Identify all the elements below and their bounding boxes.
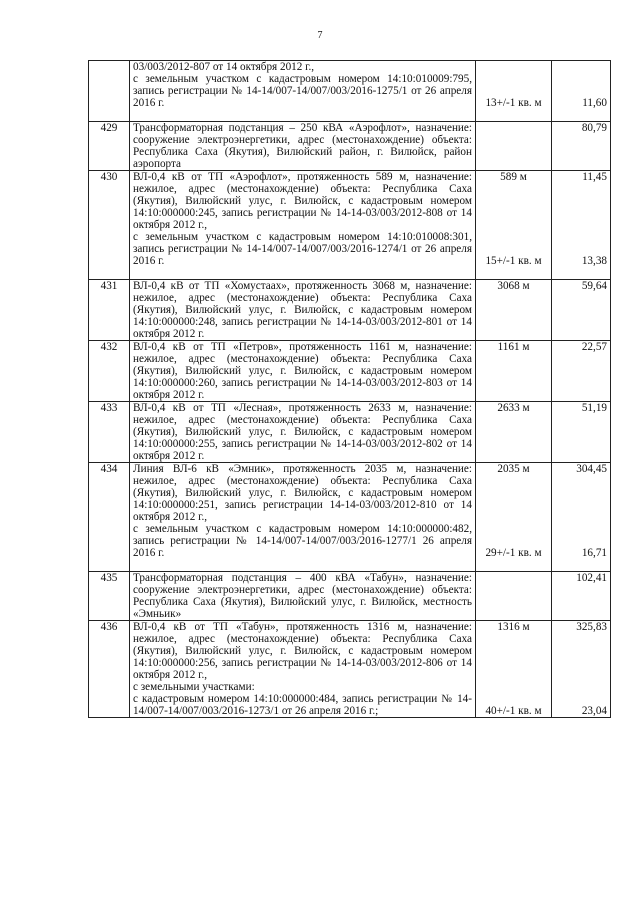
object-size: [476, 122, 552, 171]
object-description: [130, 171, 476, 280]
object-value: [552, 341, 611, 402]
description-paragraph: с земельным участком с кадастровым номером 14:10:010009:795, запись регистрации № 14-14/007-14/007/003/2016-1275/1 от 26 апреля 2016 г.: [133, 73, 472, 109]
size-value: [479, 122, 548, 170]
object-value: [552, 621, 611, 718]
row-number: 434: [89, 463, 130, 572]
size-value: 29+/-1 кв. м: [485, 547, 542, 559]
object-size: [476, 280, 552, 341]
cost-value: 51,19: [581, 402, 607, 414]
object-value: [552, 171, 611, 280]
table-row: [89, 61, 611, 122]
object-value: [552, 572, 611, 621]
description-paragraph: 03/003/2012-807 от 14 октября 2012 г.,: [133, 61, 315, 73]
cost-value: 102,41: [576, 572, 607, 584]
object-size: [476, 572, 552, 621]
cost-value: 11,45: [582, 171, 607, 183]
cost-value: 22,57: [581, 341, 607, 353]
object-size: [476, 463, 552, 572]
cost-value: 16,71: [581, 547, 607, 559]
object-description: [130, 621, 476, 718]
object-size: [476, 402, 552, 463]
size-value: [479, 681, 548, 693]
size-value: 2633 м: [497, 402, 530, 414]
row-number: 432: [89, 341, 130, 402]
description-paragraph: с земельным участком с кадастровым номером 14:10:000000:482, запись регистрации № 14-14/007-14/007/003/2016-1277/1 26 апреля 2016 г.: [133, 523, 472, 559]
row-number: [89, 61, 130, 122]
size-value: 2035 м: [497, 463, 530, 475]
description-paragraph: ВЛ-0,4 кВ от ТП «Табун», протяженность 1316 м, назначение: нежилое, адрес (местонахождение) объекта: Республика Саха (Якутия), Вилюйский улус, г. Вилюйск, с кадастровым номером 14:10:000000:256, запись регистрации № 14-14-03/003/2012-806 от 14 октября 2012 г.,: [133, 621, 472, 681]
object-description: [130, 402, 476, 463]
description-paragraph: с земельными участками:: [133, 681, 255, 693]
property-registry-table: [88, 60, 611, 718]
row-number: 435: [89, 572, 130, 621]
registry-table-body: [89, 61, 611, 718]
object-size: [476, 341, 552, 402]
object-description: [130, 61, 476, 122]
description-paragraph: ВЛ-0,4 кВ от ТП «Хомустаах», протяженность 3068 м, назначение: нежилое, адрес (местонахождение) объекта: Республика Саха (Якутия), Вилюйский улус, г. Вилюйск, с кадастровым номером 14:10:000000:248, запись регистрации № 14-14-03/003/2012-801 от 14 октября 2012 г.: [133, 280, 472, 340]
cost-value: 80,79: [581, 122, 607, 134]
object-size: [476, 171, 552, 280]
description-paragraph: ВЛ-0,4 кВ от ТП «Петров», протяженность 1161 м, назначение: нежилое, адрес (местонахождение) объекта: Республика Саха (Якутия), Вилюйский улус, г. Вилюйск, с кадастровым номером 14:10:000000:260, запись регистрации № 14-14-03/003/2012-803 от 14 октября 2012 г.: [133, 341, 472, 401]
table-row: [89, 280, 611, 341]
object-description: [130, 463, 476, 572]
table-row: [89, 171, 611, 280]
size-value: [479, 61, 548, 73]
cost-value: 59,64: [581, 280, 607, 292]
object-size: [476, 61, 552, 122]
cost-value: 325,83: [576, 621, 607, 633]
description-paragraph: с земельным участком с кадастровым номером 14:10:010008:301, запись регистрации № 14-14/007-14/007/003/2016-1274/1 от 26 апреля 2016 г.: [133, 231, 472, 267]
size-value: 1316 м: [497, 621, 530, 633]
table-row: [89, 621, 611, 718]
cost-value: 304,45: [576, 463, 607, 475]
cost-value: 13,38: [581, 255, 607, 267]
object-description: [130, 280, 476, 341]
size-value: 3068 м: [497, 280, 530, 292]
row-number: 430: [89, 171, 130, 280]
object-description: [130, 341, 476, 402]
row-number: 433: [89, 402, 130, 463]
description-paragraph: Трансформаторная подстанция – 250 кВА «Аэрофлот», назначение: сооружение электроэнергетики, адрес (местонахождение) объекта: Республика Саха (Якутия), Вилюйский район, г. Вилюйск, район аэропорта: [133, 122, 472, 170]
size-value: [479, 572, 548, 620]
object-size: [476, 621, 552, 718]
object-description: [130, 122, 476, 171]
cost-value: 11,60: [582, 97, 607, 109]
size-value: 13+/-1 кв. м: [485, 97, 542, 109]
description-paragraph: ВЛ-0,4 кВ от ТП «Лесная», протяженность 2633 м, назначение: нежилое, адрес (местонахождение) объекта: Республика Саха (Якутия), Вилюйский улус, г. Вилюйск, с кадастровым номером 14:10:000000:255, запись регистрации № 14-14-03/003/2012-802 от 14 октября 2012 г.: [133, 402, 472, 462]
row-number: 431: [89, 280, 130, 341]
description-paragraph: Линия ВЛ-6 кВ «Эмник», протяженность 2035 м, назначение: нежилое, адрес (местонахождение) объекта: Республика Саха (Якутия), Вилюйский улус, г. Вилюйск, с кадастровым номером 14:10:000000:251, запись регистрации 14-14-03/003/2012-810 от 14 октября 2012 г.,: [133, 463, 472, 523]
object-description: [130, 572, 476, 621]
description-paragraph: Трансформаторная подстанция – 400 кВА «Табун», назначение: сооружение электроэнергетики, адрес (местонахождение) объекта: Республика Саха (Якутия), Вилюйский улус, г. Вилюйск, местность «Эмньик»: [133, 572, 472, 620]
size-value: 40+/-1 кв. м: [485, 705, 542, 717]
row-number: 429: [89, 122, 130, 171]
object-value: [552, 402, 611, 463]
size-value: 1161 м: [497, 341, 530, 353]
description-paragraph: ВЛ-0,4 кВ от ТП «Аэрофлот», протяженность 589 м, назначение: нежилое, адрес (местонахождение) объекта: Республика Саха (Якутия), Вилюйский улус, г. Вилюйск, с кадастровым номером 14:10:000000:245, запись регистрации № 14-14-03/003/2012-808 от 14 октября 2012 г.,: [133, 171, 472, 231]
object-value: [552, 280, 611, 341]
row-number: 436: [89, 621, 130, 718]
table-row: [89, 402, 611, 463]
table-row: [89, 572, 611, 621]
cost-value: 23,04: [581, 705, 607, 717]
cost-value: [555, 681, 607, 693]
size-value: 589 м: [500, 171, 527, 183]
size-value: 15+/-1 кв. м: [485, 255, 542, 267]
cost-value: [555, 61, 607, 73]
object-value: [552, 122, 611, 171]
object-value: [552, 61, 611, 122]
table-row: [89, 341, 611, 402]
table-row: [89, 463, 611, 572]
table-row: [89, 122, 611, 171]
object-value: [552, 463, 611, 572]
page-number: 7: [317, 30, 323, 41]
description-paragraph: с кадастровым номером 14:10:000000:484, запись регистрации № 14-14/007-14/007/003/2016-1273/1 от 26 апреля 2016 г.;: [133, 693, 472, 717]
